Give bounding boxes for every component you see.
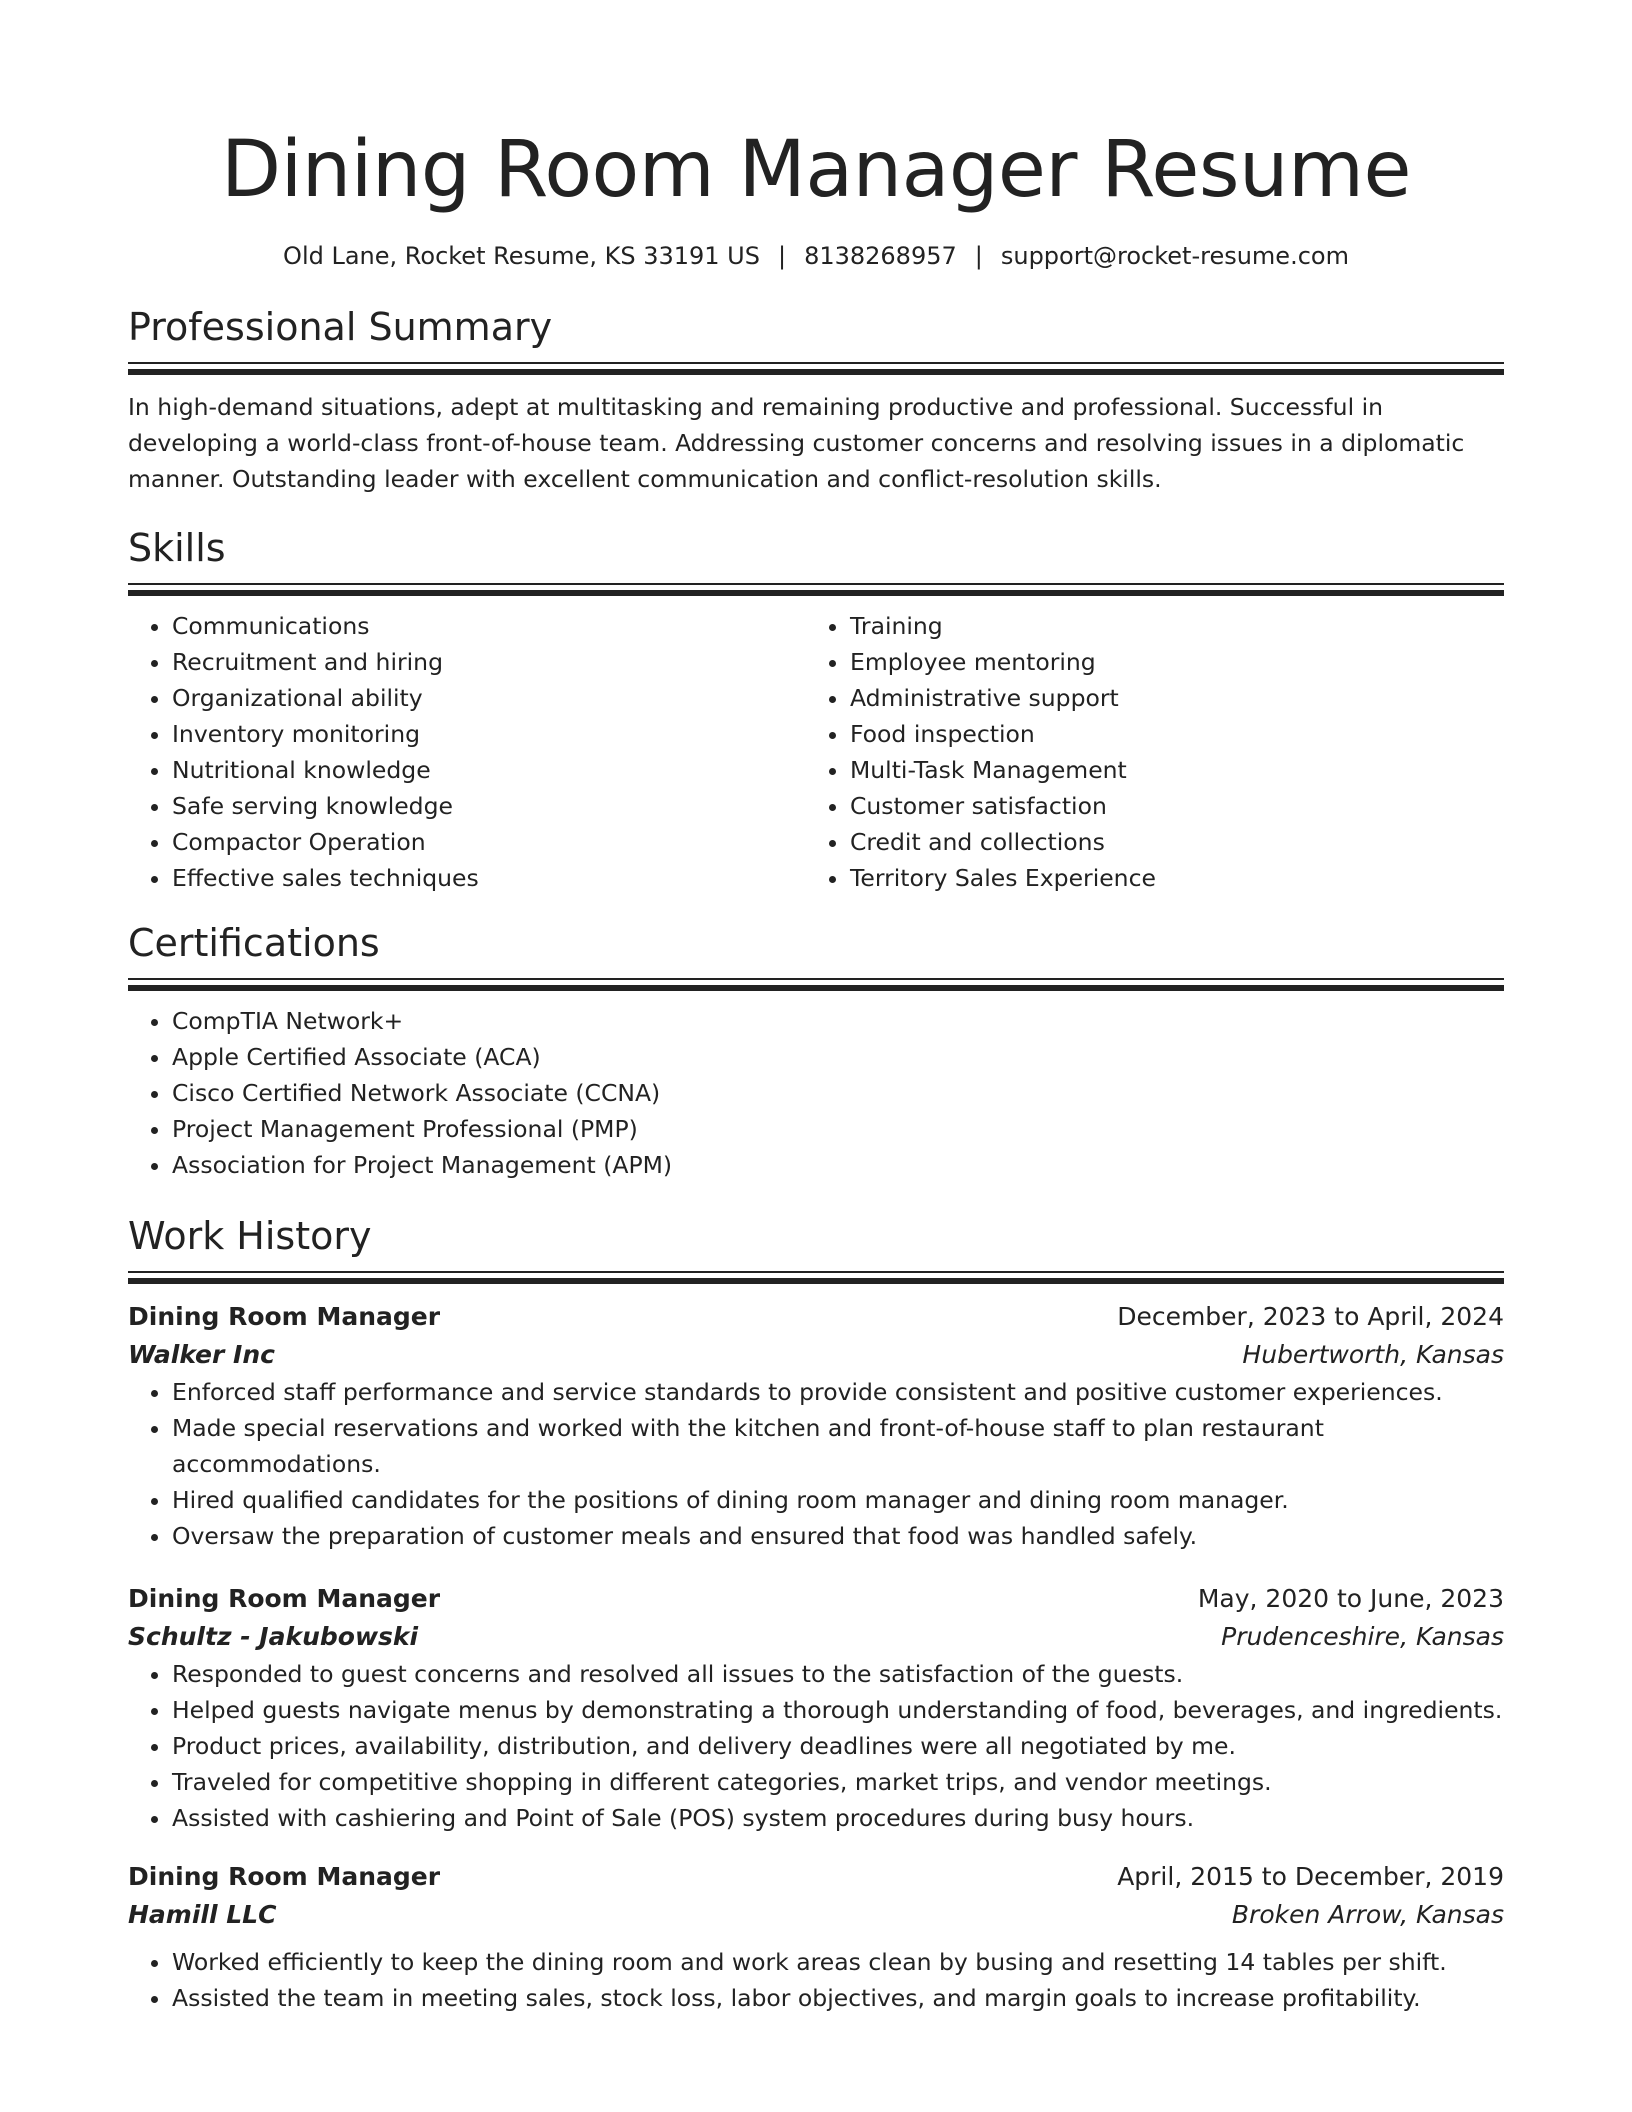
skill-item: • Credit and collections [850,824,1484,860]
job-bullet: • Oversaw the preparation of customer meals and ensured that food was handled safely. [172,1518,1504,1554]
skill-item: • Administrative support [850,680,1484,716]
skill-item: • Recruitment and hiring [172,644,806,680]
job-header [128,1298,1504,1336]
job-subheader [128,1618,1504,1656]
job-bullet: • Traveled for competitive shopping in different categories, market trips, and vendor meetings. [172,1764,1504,1800]
section-divider [128,1271,1504,1273]
job-bullet: • Product prices, availability, distribution, and delivery deadlines were all negotiated by me. [172,1728,1504,1764]
job-dates: December, 2023 to April, 2024 [1117,1302,1504,1331]
contact-separator: | [974,242,983,270]
job-dates: April, 2015 to December, 2019 [1117,1862,1504,1891]
skill-item: • Safe serving knowledge [172,788,806,824]
skill-item: • Training [850,608,1484,644]
job-bullet: • Hired qualified candidates for the positions of dining room manager and dining room manager. [172,1482,1504,1518]
resume-title: Dining Room Manager Resume [221,125,1411,215]
job-header [128,1580,1504,1618]
job-title: Dining Room Manager [128,1584,441,1613]
job-entry [128,1858,1504,2016]
job-location: Hubertworth, Kansas [1242,1340,1504,1369]
section-divider [128,583,1504,585]
certification-item: • Apple Certified Associate (ACA) [172,1039,1504,1075]
job-company: Hamill LLC [128,1900,277,1929]
job-entry [128,1298,1504,1554]
skill-item: • Customer satisfaction [850,788,1484,824]
resume-page [128,0,1504,2016]
job-subheader [128,1336,1504,1374]
job-bullet: • Worked efficiently to keep the dining room and work areas clean by busing and resetting 14 tables per shift. [172,1944,1504,1980]
job-bullet: • Enforced staff performance and service standards to provide consistent and positive customer experiences. [172,1374,1504,1410]
skill-item: • Multi-Task Management [850,752,1484,788]
job-bullet: • Made special reservations and worked with the kitchen and front-of-house staff to plan restaurant accommodations. [172,1410,1504,1482]
job-bullet: • Assisted with cashiering and Point of Sale (POS) system procedures during busy hours. [172,1800,1504,1836]
job-bullet: • Helped guests navigate menus by demonstrating a thorough understanding of food, beverages, and ingredients. [172,1692,1504,1728]
contact-email: support@rocket-resume.com [1000,242,1349,270]
summary-text: In high-demand situations, adept at multitasking and remaining productive and professional. Successful in developing a world-class front-of-house team. Addressing customer concerns and resolving issues in a diplomatic manner. Outstanding leader with excellent communication and conflict-resolution skills. [128,393,1465,493]
job-dates: May, 2020 to June, 2023 [1197,1584,1504,1613]
section-divider [128,978,1504,980]
section-title-work-history: Work History [128,1214,372,1258]
job-header [128,1858,1504,1896]
skill-item: • Effective sales techniques [172,860,806,896]
contact-address: Old Lane, Rocket Resume, KS 33191 US [283,242,760,270]
job-entry [128,1580,1504,1836]
certification-item: • CompTIA Network+ [172,1003,1504,1039]
skills-grid [128,608,1504,896]
job-location: Broken Arrow, Kansas [1231,1900,1504,1929]
skill-item: • Organizational ability [172,680,806,716]
section-divider [128,985,1504,991]
skill-item: • Nutritional knowledge [172,752,806,788]
section-title-certifications: Certifications [128,921,380,965]
certification-item: • Cisco Certified Network Associate (CCNA) [172,1075,1504,1111]
contact-line [128,240,1504,272]
skill-item: • Employee mentoring [850,644,1484,680]
job-company: Walker Inc [128,1340,275,1369]
skill-item: • Compactor Operation [172,824,806,860]
section-divider [128,1278,1504,1284]
skill-item: • Territory Sales Experience [850,860,1484,896]
section-divider [128,369,1504,375]
job-bullet: • Assisted the team in meeting sales, stock loss, labor objectives, and margin goals to increase profitability. [172,1980,1504,2016]
section-title-summary: Professional Summary [128,305,553,349]
skills-section [128,525,1504,896]
section-divider [128,590,1504,596]
skill-item: • Food inspection [850,716,1484,752]
work-history-section [128,1213,1504,2016]
job-location: Prudenceshire, Kansas [1221,1622,1504,1651]
contact-separator: | [777,242,787,270]
job-company: Schultz - Jakubowski [128,1622,419,1651]
section-divider [128,362,1504,364]
summary-section [128,304,1504,497]
job-title: Dining Room Manager [128,1302,441,1331]
job-subheader [128,1896,1504,1934]
certification-item: • Association for Project Management (APM) [172,1147,1504,1183]
skill-item: • Inventory monitoring [172,716,806,752]
job-title: Dining Room Manager [128,1862,441,1891]
skills-column-left [128,608,806,896]
skills-column-right [806,608,1484,896]
job-bullet: • Responded to guest concerns and resolved all issues to the satisfaction of the guests. [172,1656,1504,1692]
skill-item: • Communications [172,608,806,644]
certifications-section [128,920,1504,1183]
section-title-skills: Skills [128,526,226,570]
contact-phone: 8138268957 [804,242,957,270]
certification-item: • Project Management Professional (PMP) [172,1111,1504,1147]
